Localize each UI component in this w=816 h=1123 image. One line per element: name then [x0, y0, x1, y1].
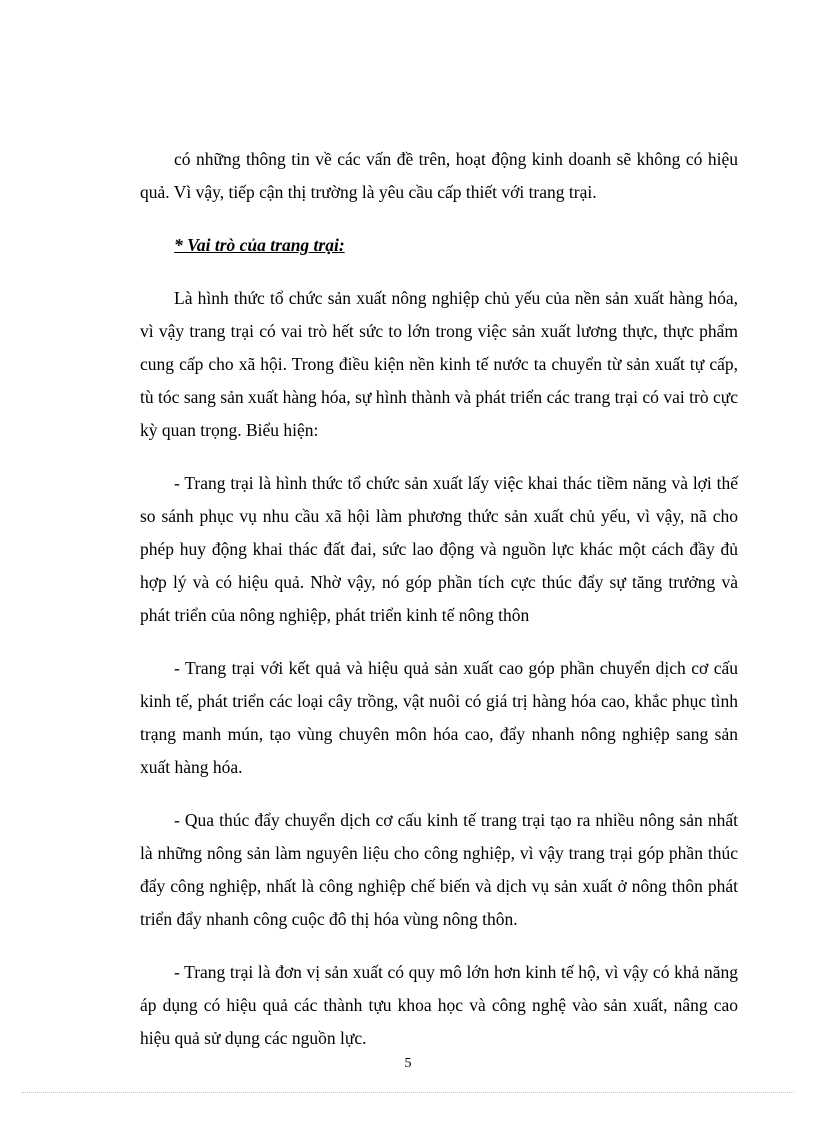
paragraph-role-3: - Qua thúc đẩy chuyển dịch cơ cấu kinh tế trang trại tạo ra nhiều nông sản nhất là những nông sản làm nguyên liệu cho công nghiệp, vì vậy trang trại góp phần thúc đẩy công nghiệp, nhất là công nghiệp chế biến và dịch vụ sản xuất ở nông thôn phát triển đẩy nhanh công cuộc đô thị hóa vùng nông thôn. — [140, 810, 738, 929]
paragraph-role-intro: Là hình thức tổ chức sản xuất nông nghiệp chủ yếu của nền sản xuất hàng hóa, vì vậy trang trại có vai trò hết sức to lớn trong việc sản xuất lương thực, thực phẩm cung cấp cho xã hội. Trong điều kiện nền kinh tế nước ta chuyển từ sản xuất tự cấp, tù tóc sang sản xuất hàng hóa, sự hình thành và phát triển các trang trại có vai trò cực kỳ quan trọng. Biểu hiện: — [140, 288, 738, 440]
paragraph-role-1: - Trang trại là hình thức tổ chức sản xuất lấy việc khai thác tiềm năng và lợi thế so sánh phục vụ nhu cầu xã hội làm phương thức sản xuất chủ yếu, vì vậy, nã cho phép huy động khai thác đất đai, sức lao động và nguồn lực khác một cách đầy đủ hợp lý và có hiệu quả. Nhờ vậy, nó góp phần tích cực thúc đẩy sự tăng trưởng và phát triển của nông nghiệp, phát triển kinh tế nông thôn — [140, 473, 738, 625]
paragraph-role-4: - Trang trại là đơn vị sản xuất có quy mô lớn hơn kinh tế hộ, vì vậy có khả năng áp dụng có hiệu quả các thành tựu khoa học và công nghệ vào sản xuất, nâng cao hiệu quả sử dụng các nguồn lực. — [140, 962, 738, 1048]
section-heading: * Vai trò của trang trại: — [174, 235, 345, 255]
page-number: 5 — [404, 1056, 412, 1071]
intro-paragraph: có những thông tin về các vấn đề trên, hoạt động kinh doanh sẽ không có hiệu quả. Vì vậy, tiếp cận thị trường là yêu cầu cấp thiết với trang trại. — [140, 149, 738, 202]
document-page — [140, 143, 738, 1075]
paragraph-role-2: - Trang trại với kết quả và hiệu quả sản xuất cao góp phần chuyển dịch cơ cấu kinh tế, phát triển các loại cây trồng, vật nuôi có giá trị hàng hóa cao, khắc phục tình trạng manh mún, tạo vùng chuyên môn hóa cao, đẩy nhanh nông nghiệp sang sản xuất hàng hóa. — [140, 658, 738, 777]
page-bottom-divider — [22, 1092, 794, 1093]
